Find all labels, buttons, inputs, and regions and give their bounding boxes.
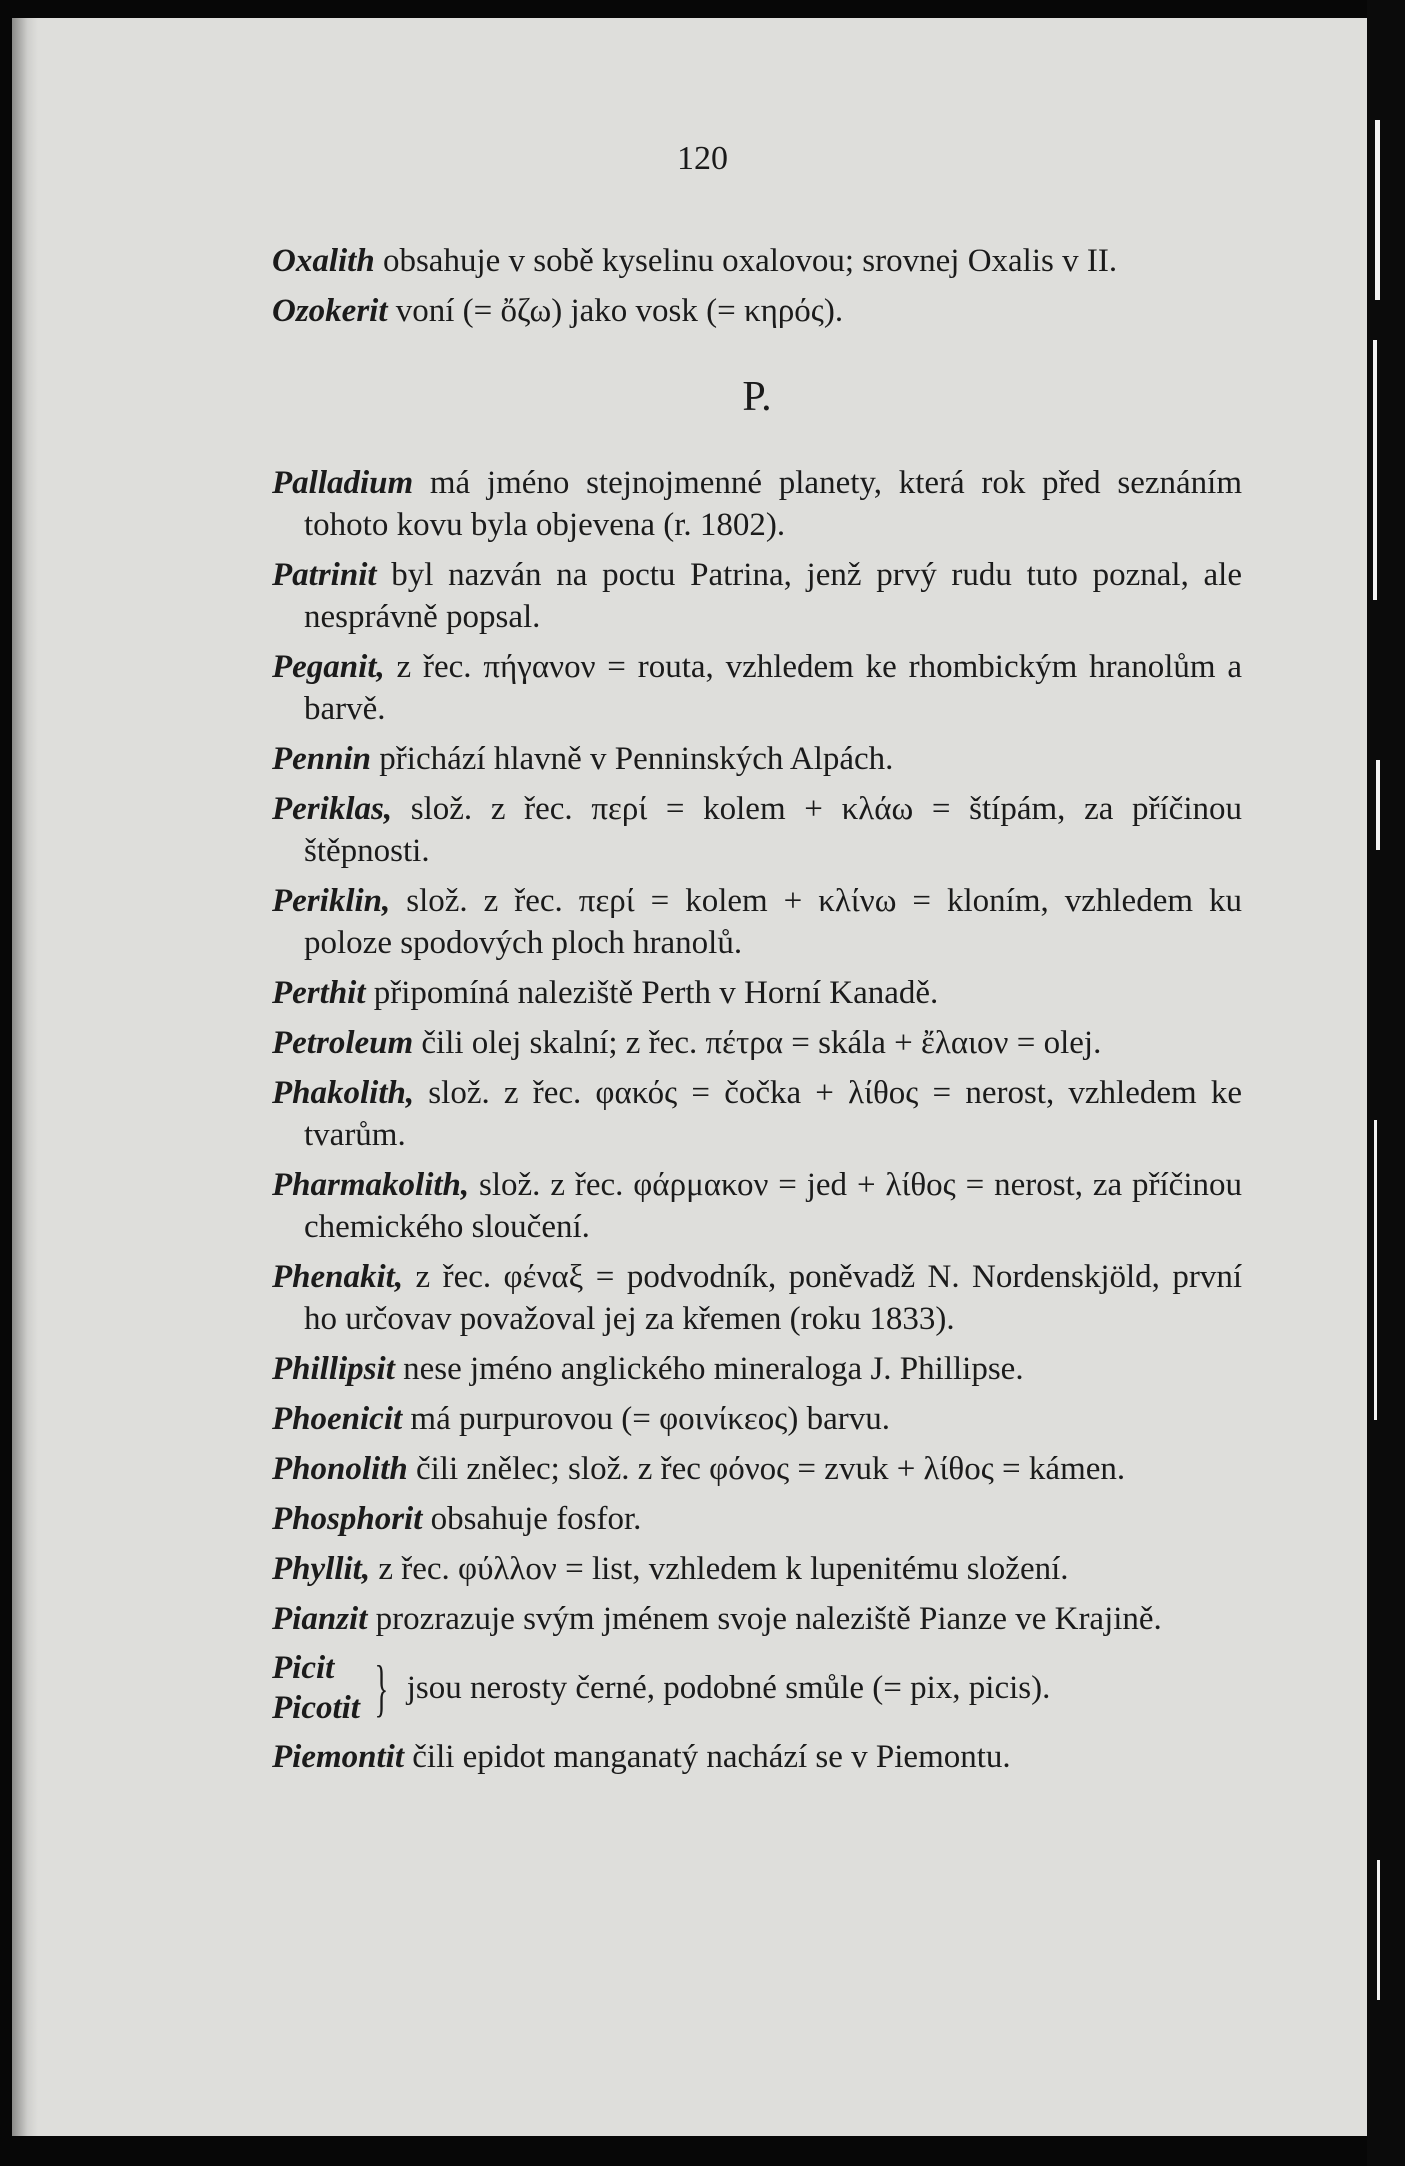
entry-term: Phoenicit — [272, 1401, 403, 1437]
entry-pennin — [272, 738, 1242, 780]
entry-petroleum — [272, 1022, 1242, 1064]
entry-phonolith — [272, 1448, 1242, 1490]
left-page-shadow — [12, 18, 38, 2136]
entry-text: má jméno stejnojmenné planety, která rok před seznáním tohoto kovu byla objevena (r. 1802). — [304, 465, 1242, 543]
entry-text: slož. z řec. περί = kolem + κλάω = štípám, za příčinou štěpnosti. — [304, 791, 1242, 869]
entry-term: Peganit, — [272, 649, 385, 685]
entry-text: obsahuje v sobě kyselinu oxalovou; srovnej Oxalis v II. — [374, 243, 1118, 279]
entry-text: z řec. φύλλον = list, vzhledem k lupenitému složení. — [370, 1551, 1069, 1587]
entry-term: Phonolith — [272, 1451, 408, 1487]
entry-phillipsit — [272, 1348, 1242, 1390]
entry-term: Palladium — [272, 465, 414, 501]
entry-periklas — [272, 788, 1242, 872]
entry-text: čili epidot manganatý nachází se v Piemontu. — [404, 1739, 1011, 1775]
entry-periklin — [272, 880, 1242, 964]
entry-term: Phakolith, — [272, 1075, 415, 1111]
entry-term: Piemontit — [272, 1739, 404, 1775]
entry-text: jsou nerosty černé, podobné smůle (= pix, picis). — [406, 1670, 1051, 1706]
entry-term: Petroleum — [272, 1025, 414, 1061]
entry-term: Picotit — [272, 1690, 360, 1726]
entry-text: byl nazván na poctu Patrina, jenž prvý rudu tuto poznal, ale nesprávně popsal. — [304, 557, 1242, 635]
entry-text: čili znělec; slož. z řec φόνος = zvuk + λίθος = kámen. — [407, 1451, 1126, 1487]
entry-palladium — [272, 462, 1242, 546]
entry-text: prozrazuje svým jménem svoje naleziště Pianze ve Krajině. — [367, 1601, 1162, 1637]
entry-pharmakolith — [272, 1164, 1242, 1248]
entry-perthit — [272, 972, 1242, 1014]
entry-term: Phyllit, — [272, 1551, 371, 1587]
entry-text: voní (= ὄζω) jako vosk (= κηρός). — [387, 293, 844, 329]
entry-phoenicit — [272, 1398, 1242, 1440]
entry-text: nese jméno anglického mineraloga J. Phillipse. — [394, 1351, 1024, 1387]
entry-text: slož. z řec. φακός = čočka + λίθος = nerost, vzhledem ke tvarům. — [304, 1075, 1242, 1153]
section-letter: P. — [742, 374, 772, 420]
entry-term: Phosphorit — [272, 1501, 423, 1537]
entry-term: Pennin — [272, 741, 372, 777]
entry-phenakit — [272, 1256, 1242, 1340]
entry-text: čili olej skalní; z řec. πέτρα = skála + ἔλαιον = olej. — [413, 1025, 1102, 1061]
right-page-edge — [1367, 0, 1405, 2166]
entry-patrinit — [272, 554, 1242, 638]
page-text — [272, 240, 1242, 1786]
entry-text: má purpurovou (= φοινίκεος) barvu. — [402, 1401, 890, 1437]
entry-ozokerit — [272, 290, 1242, 332]
entry-term: Phenakit, — [272, 1259, 404, 1295]
entry-text: přichází hlavně v Penninských Alpách. — [371, 741, 894, 777]
entry-term: Perthit — [272, 975, 366, 1011]
entry-phakolith — [272, 1072, 1242, 1156]
entry-text: připomíná naleziště Perth v Horní Kanadě. — [365, 975, 939, 1011]
entry-term: Patrinit — [272, 557, 377, 593]
entry-picit-picotit — [272, 1648, 1242, 1728]
entry-term: Periklas, — [272, 791, 393, 827]
brace-symbol: } — [374, 1652, 389, 1723]
entry-text: z řec. πήγανον = routa, vzhledem ke rhombickým hranolům a barvě. — [304, 649, 1242, 727]
entry-text: obsahuje fosfor. — [422, 1501, 642, 1537]
entry-text: z řec. φέναξ = podvodník, poněvadž N. Nordenskjöld, první ho určovav považoval jej za křemen (roku 1833). — [304, 1259, 1242, 1337]
entry-term: Pianzit — [272, 1601, 368, 1637]
entry-term: Phillipsit — [272, 1351, 395, 1387]
entry-phosphorit — [272, 1498, 1242, 1540]
entry-text: slož. z řec. περί = kolem + κλίνω = kloním, vzhledem ku poloze spodových ploch hranolů. — [304, 883, 1242, 961]
entry-term: Oxalith — [272, 243, 375, 279]
entry-term: Ozokerit — [272, 293, 388, 329]
entry-peganit — [272, 646, 1242, 730]
entry-phyllit — [272, 1548, 1242, 1590]
entry-term: Pharmakolith, — [272, 1167, 470, 1203]
entry-piemontit — [272, 1736, 1242, 1778]
entry-oxalith — [272, 240, 1242, 282]
entry-term: Picit — [272, 1650, 335, 1686]
entry-text: slož. z řec. φάρμακον = jed + λίθος = nerost, za příčinou chemického sloučení. — [304, 1167, 1242, 1245]
entry-term: Periklin, — [272, 883, 391, 919]
page-number: 120 — [677, 140, 728, 177]
entry-pianzit — [272, 1598, 1242, 1640]
pair-terms — [272, 1648, 360, 1728]
